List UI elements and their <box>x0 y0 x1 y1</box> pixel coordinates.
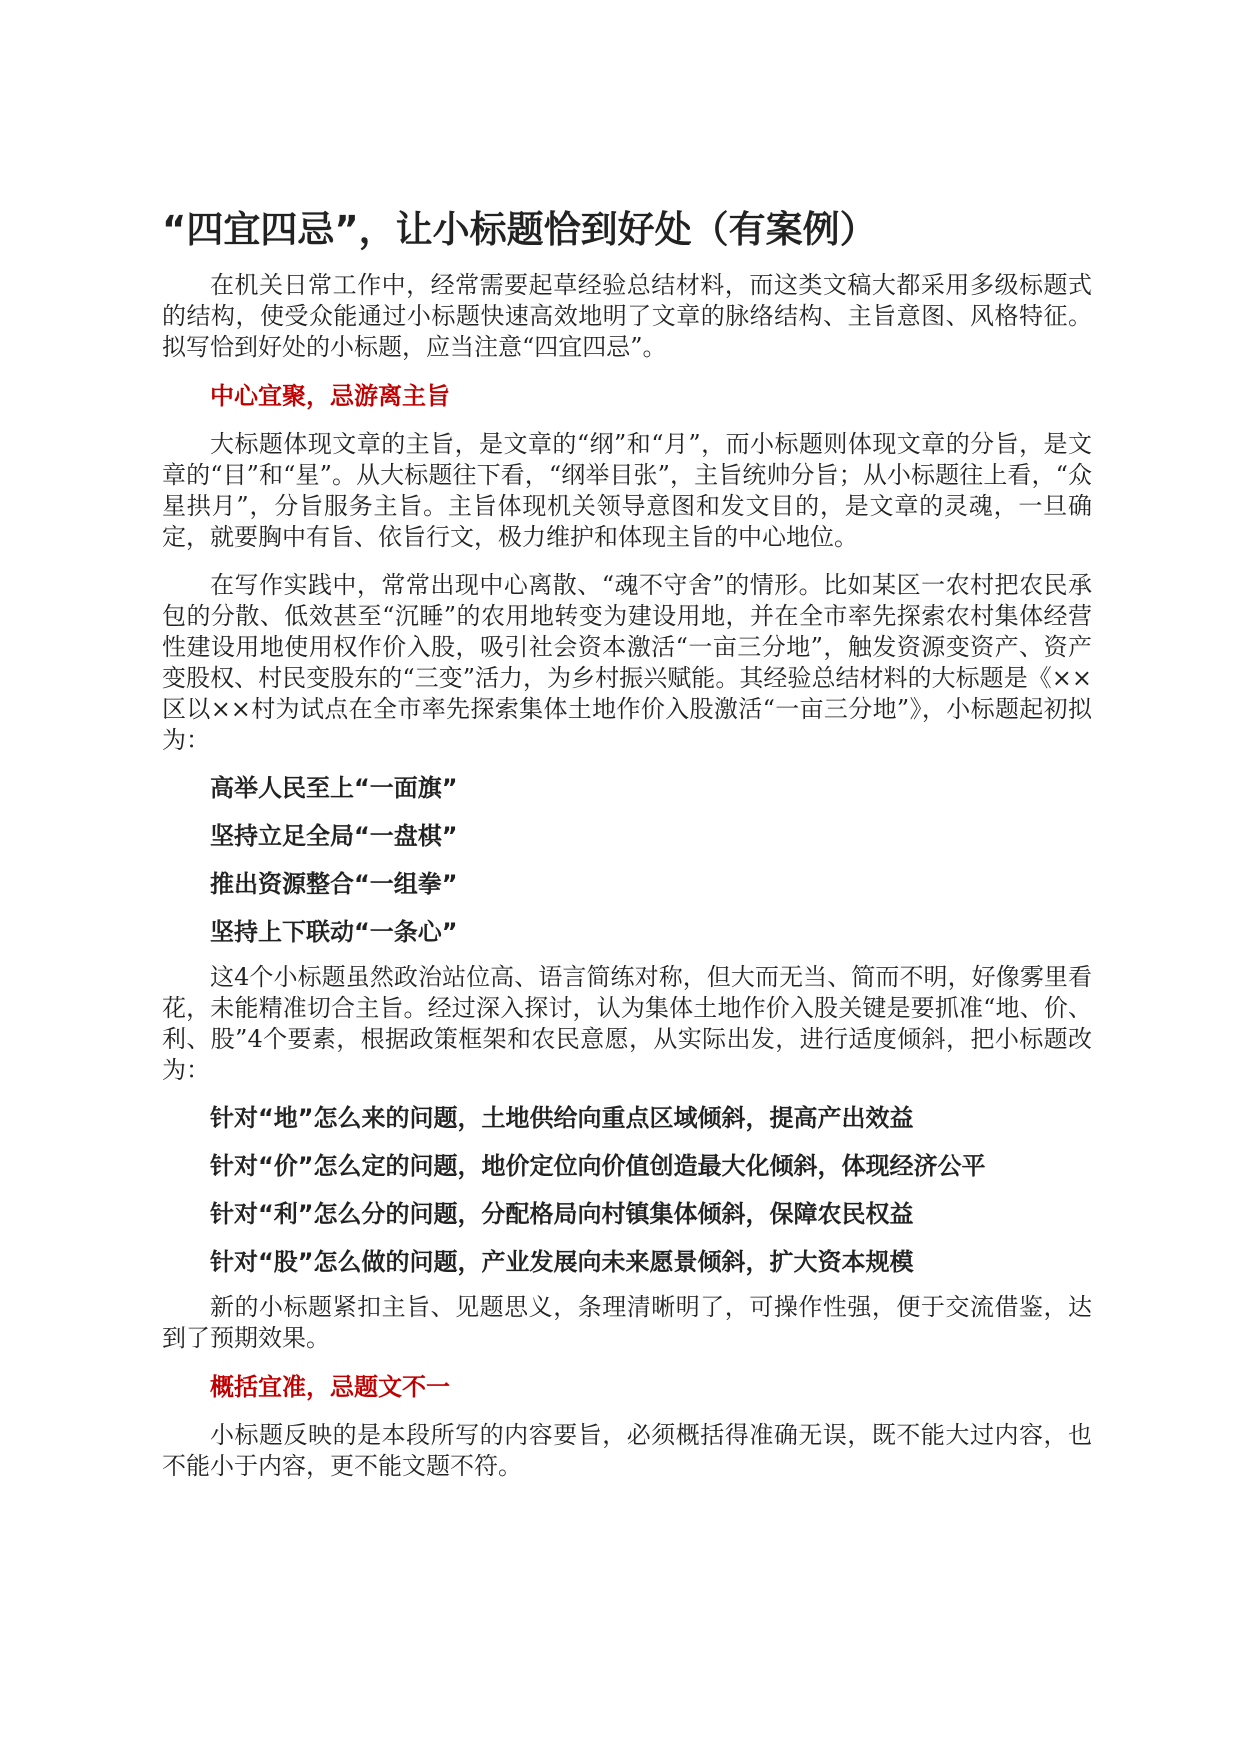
intro-paragraph: 在机关日常工作中，经常需要起草经验总结材料，而这类文稿大都采用多级标题式的结构，使受众能通过小标题快速高效地明了文章的脉络结构、主旨意图、风格特征。拟写恰到好处的小标题，应当注意“四宜四忌”。 <box>162 271 1092 361</box>
original-subheading-2: 坚持立足全局“一盘棋” <box>210 822 458 850</box>
original-subheading-4: 坚持上下联动“一条心” <box>210 918 458 946</box>
original-subheading-3: 推出资源整合“一组拳” <box>210 870 458 898</box>
revised-subheading-3: 针对“利”怎么分的问题，分配格局向村镇集体倾斜，保障农民权益 <box>210 1200 914 1228</box>
body-paragraph-1: 大标题体现文章的主旨，是文章的“纲”和“月”，而小标题则体现文章的分旨，是文章的“目”和“星”。从大标题往下看，“纲举目张”，主旨统帅分旨；从小标题往上看，“众星拱月”，分旨服务主旨。主旨体现机关领导意图和发文目的，是文章的灵魂，一旦确定，就要胸中有旨、依旨行文，极力维护和体现主旨的中心地位。 <box>162 430 1092 551</box>
revised-subheading-4: 针对“股”怎么做的问题，产业发展向未来愿景倾斜，扩大资本规模 <box>210 1248 914 1276</box>
article-body <box>162 270 1092 1499</box>
body-paragraph-2: 在写作实践中，常常出现中心离散、“魂不守舍”的情形。比如某区一农村把农民承包的分散、低效甚至“沉睡”的农用地转变为建设用地，并在全市率先探索农村集体经营性建设用地使用权作价入股，吸引社会资本激活“一亩三分地”，触发资源变资产、资产变股权、村民变股东的“三变”活力，为乡村振兴赋能。其经验总结材料的大标题是《××区以××村为试点在全市率先探索集体土地作价入股激活“一亩三分地”》，小标题起初拟为： <box>162 571 1092 754</box>
original-subheading-1: 高举人民至上“一面旗” <box>210 774 458 802</box>
body-paragraph-5: 小标题反映的是本段所写的内容要旨，必须概括得准确无误，既不能大过内容，也不能小于内容，更不能文题不符。 <box>162 1421 1092 1480</box>
revised-subheading-2: 针对“价”怎么定的问题，地价定位向价值创造最大化倾斜，体现经济公平 <box>210 1152 986 1180</box>
section-heading-1: 中心宜聚，忌游离主旨 <box>210 382 450 410</box>
body-paragraph-3: 这4个小标题虽然政治站位高、语言简练对称，但大而无当、简而不明，好像雾里看花，未能精准切合主旨。经过深入探讨，认为集体土地作价入股关键是要抓准“地、价、利、股”4个要素，根据政策框架和农民意愿，从实际出发，进行适度倾斜，把小标题改为： <box>162 963 1092 1084</box>
body-paragraph-4: 新的小标题紧扣主旨、见题思义，条理清晰明了，可操作性强，便于交流借鉴，达到了预期效果。 <box>162 1293 1092 1352</box>
revised-subheading-1: 针对“地”怎么来的问题，土地供给向重点区域倾斜，提高产出效益 <box>210 1104 914 1132</box>
section-heading-2: 概括宜准，忌题文不一 <box>210 1373 450 1401</box>
article-title: “四宜四忌”，让小标题恰到好处（有案例） <box>162 208 877 251</box>
